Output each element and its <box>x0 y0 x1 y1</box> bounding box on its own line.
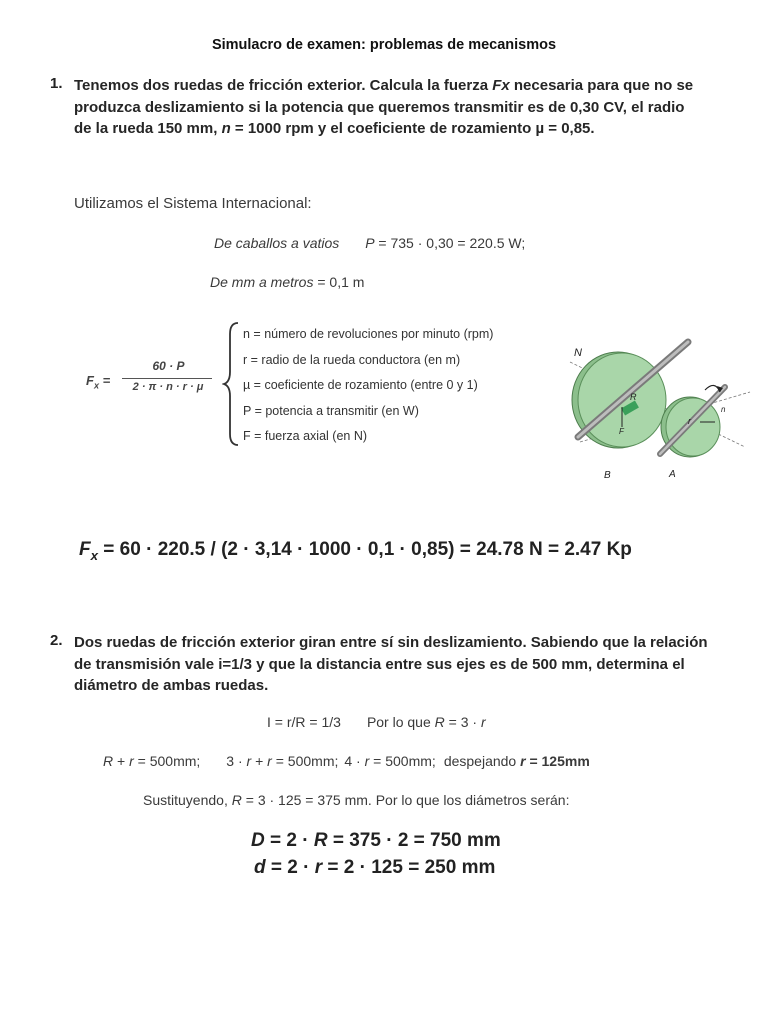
eq-500: = 500mm; <box>133 753 201 769</box>
eq-125: = 125mm <box>525 753 590 769</box>
formula-lhs-sub: x <box>93 380 100 391</box>
res2-c: r <box>314 857 323 878</box>
p1-line1a: Tenemos dos ruedas de fricción exterior. Calcula la fuerza <box>74 77 493 94</box>
eq-500c: = 500mm; <box>369 753 436 769</box>
conv1-var: P <box>365 235 375 251</box>
eq-3: 3 · <box>226 753 247 769</box>
res1-c: R <box>313 830 328 851</box>
p1-line2: produzca deslizamiento si la potencia que queremos transmitir es de 0,30 CV, el radio <box>74 98 685 116</box>
eq-500b: = 500mm; <box>271 753 339 769</box>
force-formula: $F_x$ = 60 · P 2 · π · n · r · μ <box>86 355 216 405</box>
res1-b: = 2 · <box>264 830 314 851</box>
subst-var: R <box>231 792 242 808</box>
eq-r3: r <box>267 753 272 769</box>
diameter-D-result <box>251 830 501 852</box>
problem-1-result <box>79 539 632 563</box>
fraction-bar <box>122 378 212 379</box>
problem-2-statement <box>74 632 754 697</box>
label-n: n <box>721 405 726 414</box>
label-F: F <box>619 427 624 436</box>
friction-wheels-figure <box>560 322 760 487</box>
substitution-line <box>143 792 569 808</box>
res2-d: = 2 · 125 = 250 mm <box>322 857 496 878</box>
res1-d: = 375 · 2 = 750 mm <box>327 830 501 851</box>
legend-item: P = potencia a transmitir (en W) <box>243 403 419 418</box>
result-sub: x <box>90 547 99 563</box>
formula-numerator: 60 · P <box>152 359 185 373</box>
rel-b: Por lo que <box>366 714 435 730</box>
legend-item: F = fuerza axial (en N) <box>243 429 368 443</box>
page-title: Simulacro de examen: problemas de mecanismos <box>211 37 557 53</box>
legend-item: µ = coeficiente de rozamiento (entre 0 y 1) <box>243 378 478 392</box>
diameter-d-result <box>254 857 495 879</box>
label-R: R <box>630 392 637 402</box>
problem-2-number: 2. <box>50 632 63 649</box>
res2-a: d <box>254 857 266 878</box>
p1-line3b: = 1000 rpm y el coeficiente de rozamiento µ = 0,85. <box>230 120 595 137</box>
label-B: B <box>604 470 611 481</box>
eq-R: R <box>103 753 114 769</box>
eq-plus2: + <box>251 753 268 769</box>
rel-c: = 3 · <box>444 714 481 730</box>
label-N: N <box>574 347 582 359</box>
rel-var: R <box>434 714 445 730</box>
formula-lhs: F <box>86 373 94 388</box>
conv2-value: = 0,1 m <box>313 274 365 290</box>
legend-item: r = radio de la rueda conductora (en m) <box>243 352 461 367</box>
conv1-label: De caballos a vatios <box>214 235 340 251</box>
eq-r4: r <box>364 753 370 769</box>
res2-b: = 2 · <box>265 857 315 878</box>
distance-equation <box>103 753 590 769</box>
legend-item: n = número de revoluciones por minuto (rpm) <box>243 327 494 341</box>
curly-brace <box>222 320 242 448</box>
p2-line3: diámetro de ambas ruedas. <box>74 677 269 694</box>
problem-1-statement <box>74 75 754 140</box>
problem-1-number: 1. <box>50 75 63 92</box>
p2-line2: de transmisión vale i=1/3 y que la distancia entre sus ejes es de 500 mm, determina el <box>74 655 685 673</box>
subst-a: Sustituyendo, <box>143 792 232 808</box>
conv2-label: De mm a metros <box>210 274 314 290</box>
rel-var2: r <box>480 714 486 730</box>
eq-r: r <box>129 753 134 769</box>
eq-r2: r <box>246 753 252 769</box>
eq-plus: + <box>113 753 130 769</box>
p1-line3a: de la rueda 150 mm, <box>74 120 222 137</box>
label-r: r <box>688 416 691 426</box>
conv1-value: = 735 · 0,30 = 220.5 W; <box>374 235 526 251</box>
p1-line1b: necesaria para que no se <box>509 77 694 94</box>
rel-a: I = r/R = 1/3 <box>267 714 341 730</box>
conversion-length <box>210 274 364 290</box>
res1-a: D <box>251 830 265 851</box>
eq-4: 4 · <box>344 753 365 769</box>
p1-line1-var: Fx <box>492 77 510 94</box>
eq-r5: r <box>520 753 526 769</box>
p1-line3-var: n <box>221 120 231 137</box>
units-intro: Utilizamos el Sistema Internacional: <box>74 195 312 212</box>
subst-b: = 3 · 125 = 375 mm. Por lo que los diámetros serán: <box>241 792 570 808</box>
label-A: A <box>669 469 676 480</box>
result-rhs: = 60 · 220.5 / (2 · 3,14 · 1000 · 0,1 · 0,85) = 24.78 N = 2.47 Kp <box>98 539 632 560</box>
eq-despejando: despejando <box>443 753 521 769</box>
conversion-power <box>214 235 525 251</box>
result-lhs: F <box>79 539 91 560</box>
p2-line1: Dos ruedas de fricción exterior giran entre sí sin deslizamiento. Sabiendo que la relación <box>74 634 708 651</box>
variable-legend <box>243 322 493 450</box>
formula-denominator: 2 · π · n · r · μ <box>132 381 204 393</box>
transmission-relation <box>267 714 486 730</box>
